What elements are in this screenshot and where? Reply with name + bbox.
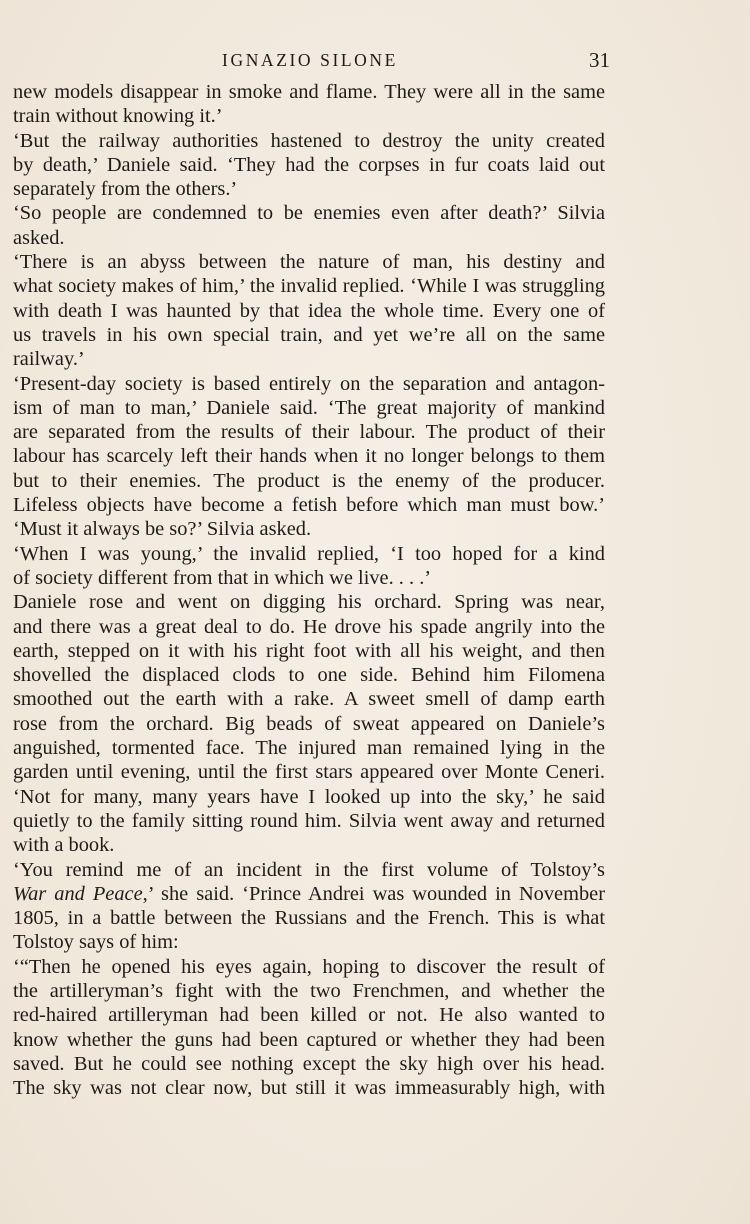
text-line: separately from the others.’ [13, 178, 238, 201]
text-line: anguished, tormented face. The injured man remained lying in the [13, 737, 605, 760]
text-line: The sky was not clear now, but still it was immeasurably high, with [13, 1077, 605, 1100]
text-line-rest: ,’ she said. ‘Prince Andrei was wounded in November [142, 882, 606, 905]
text-line: with a book. [13, 834, 115, 857]
text-line: ‘Not for many, many years have I looked up into the sky,’ he said [13, 785, 605, 808]
text-line: ‘“Then he opened his eyes again, hoping to discover the result of [13, 955, 605, 978]
text-line: rose from the orchard. Big beads of sweat appeared on Daniele’s [13, 712, 605, 735]
text-line: are separated from the results of their labour. The product of their [13, 421, 605, 444]
italic-title: War and Peace [13, 882, 143, 905]
text-line: Lifeless objects have become a fetish before which man must bow.’ [13, 494, 605, 517]
text-line: new models disappear in smoke and flame. They were all in the same [13, 81, 605, 103]
text-line: ‘So people are condemned to be enemies even after death?’ Silvia [13, 202, 605, 225]
text-line: garden until evening, until the first stars appeared over Monte Ceneri. [13, 761, 605, 784]
text-line: what society makes of him,’ the invalid replied. ‘While I was struggling [13, 275, 605, 298]
text-line: Tolstoy says of him: [13, 931, 179, 954]
text-line: ‘When I was young,’ the invalid replied, ‘I too hoped for a kind [13, 542, 605, 565]
body-text [13, 80, 605, 1100]
text-line: ‘You remind me of an incident in the first volume of Tolstoy’s [13, 858, 605, 881]
text-line: with death I was haunted by that idea the whole time. Every one of [13, 299, 605, 322]
text-line: ‘Must it always be so?’ Silvia asked. [13, 518, 312, 541]
text-line: Daniele rose and went on digging his orchard. Spring was near, [13, 591, 605, 614]
text-line: but to their enemies. The product is the enemy of the producer. [13, 469, 605, 492]
text-line: 1805, in a battle between the Russians and the French. This is what [13, 907, 605, 930]
running-head [10, 48, 610, 74]
text-line: the artilleryman’s fight with the two Frenchmen, and whether the [13, 979, 605, 1002]
text-line: ‘But the railway authorities hastened to destroy the unity created [13, 129, 605, 152]
text-line: quietly to the family sitting round him. Silvia went away and returned [13, 809, 605, 832]
text-line: saved. But he could see nothing except the sky high over his head. [13, 1052, 605, 1075]
text-line: ism of man to man,’ Daniele said. ‘The great majority of mankind [13, 396, 605, 419]
text-line: smoothed out the earth with a rake. A sweet smell of damp earth [13, 688, 605, 711]
text-line: shovelled the displaced clods to one side. Behind him Filomena [13, 664, 605, 687]
text-line: and there was a great deal to do. He drove his spade angrily into the [13, 615, 605, 638]
text-line: of society different from that in which we live. . . .’ [13, 566, 432, 589]
text-line: red-haired artilleryman had been killed or not. He also wanted to [13, 1004, 605, 1027]
running-title: IGNAZIO SILONE [222, 50, 398, 70]
text-line: earth, stepped on it with his right foot with all his weight, and then [13, 639, 605, 662]
text-line: railway.’ [13, 348, 85, 371]
text-line [13, 882, 605, 906]
text-line: us travels in his own special train, and yet we’re all on the same [13, 323, 605, 346]
text-line: ‘There is an abyss between the nature of man, his destiny and [13, 251, 605, 274]
text-line: asked. [13, 226, 65, 249]
text-line: by death,’ Daniele said. ‘They had the corpses in fur coats laid out [13, 153, 605, 176]
text-line: know whether the guns had been captured or whether they had been [13, 1028, 605, 1051]
text-line: train without knowing it.’ [13, 105, 223, 128]
text-line: labour has scarcely left their hands when it no longer belongs to them [13, 445, 605, 468]
text-line: ‘Present-day society is based entirely on the separation and antagon- [13, 372, 605, 395]
page-number: 31 [589, 48, 610, 72]
